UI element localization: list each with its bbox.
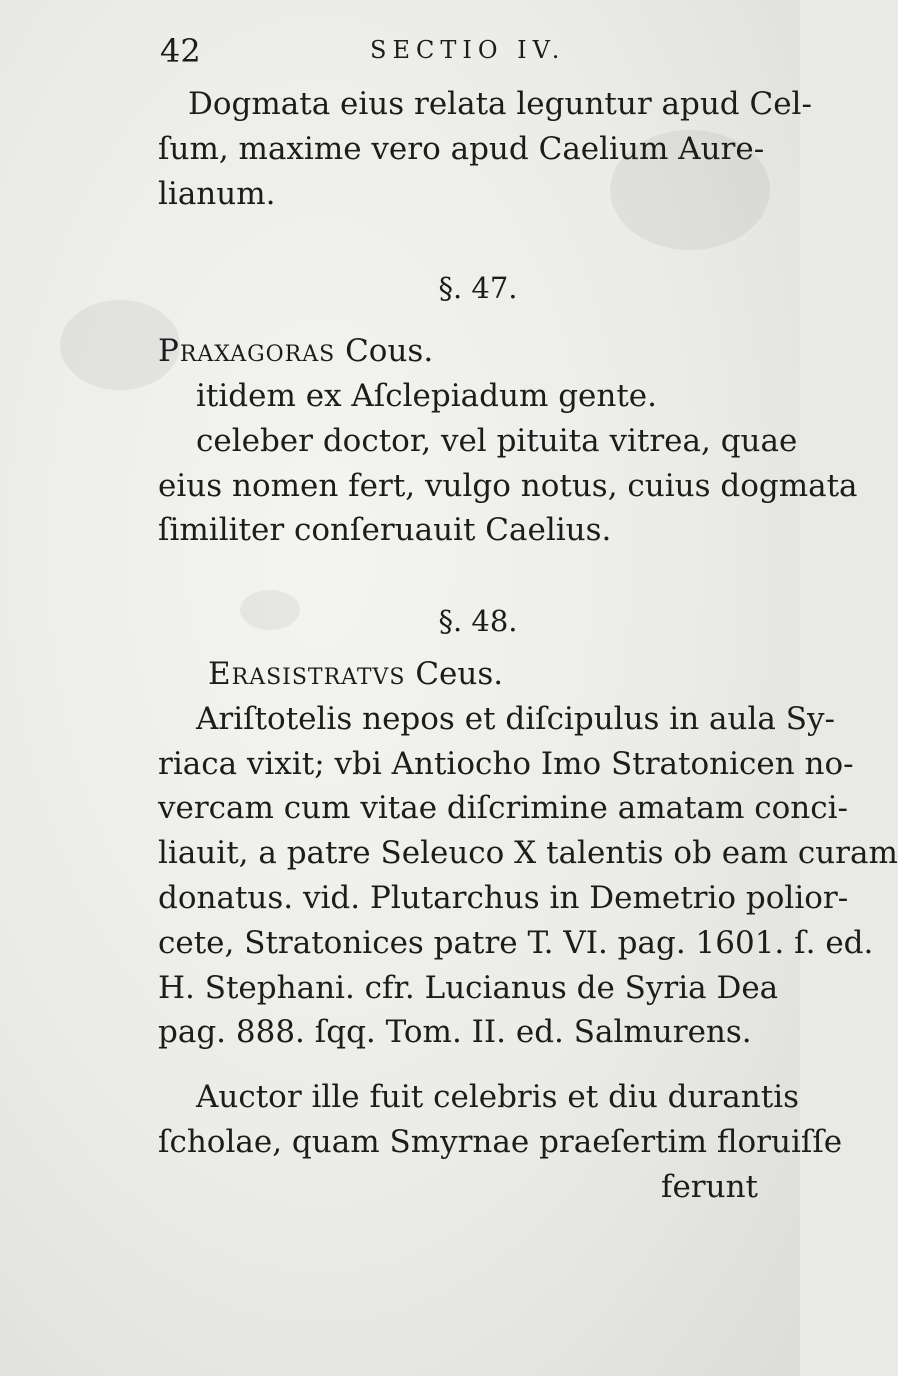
text-line: vercam cum vitae diſcrimine amatam conci- bbox=[158, 790, 849, 827]
text-line: H. Stephani. cfr. Lucianus de Syria Dea bbox=[158, 969, 779, 1006]
text-line: cete, Stratonices patre T. VI. pag. 1601. ſ. ed. bbox=[158, 924, 874, 961]
running-title: SECTIO IV. bbox=[370, 36, 566, 64]
section-heading-48 bbox=[158, 652, 758, 697]
person-name: Praxagoras bbox=[158, 333, 336, 370]
page-header bbox=[160, 32, 760, 72]
body-text bbox=[158, 82, 898, 1209]
person-name: Erasistratvs bbox=[208, 655, 406, 692]
text-line: celeber doctor, vel pituita vitrea, quae bbox=[196, 422, 798, 459]
text-line: donatus. vid. Plutarchus in Demetrio polior- bbox=[158, 879, 849, 916]
text-line: liauit, a patre Seleuco X talentis ob eam curam bbox=[158, 835, 898, 872]
text-line: pag. 888. ſqq. Tom. II. ed. Salmurens. bbox=[158, 1014, 752, 1051]
text-line: eius nomen fert, vulgo notus, cuius dogmata bbox=[158, 467, 858, 504]
text-line: ſimiliter conſeruauit Caelius. bbox=[158, 512, 612, 549]
text-line: lianum. bbox=[158, 175, 276, 212]
section-number-47: §. 47. bbox=[438, 271, 518, 306]
text-line: riaca vixit; vbi Antiocho Imo Stratonicen no- bbox=[158, 745, 854, 782]
page-number: 42 bbox=[160, 32, 201, 70]
text-line: Auctor ille fuit celebris et diu durantis bbox=[196, 1079, 800, 1116]
text-line: Ariſtotelis nepos et diſcipulus in aula Sy- bbox=[196, 700, 835, 737]
text-line: ſum, maxime vero apud Caelium Aure- bbox=[158, 130, 765, 167]
heading-rest: Ceus. bbox=[405, 655, 504, 692]
heading-rest: Cous. bbox=[335, 333, 434, 370]
text-line: Dogmata eius relata leguntur apud Cel- bbox=[188, 86, 812, 122]
section-heading-47 bbox=[158, 329, 758, 374]
text-line: itidem ex Aſclepiadum gente. bbox=[196, 377, 658, 414]
section-number-48: §. 48. bbox=[438, 604, 518, 639]
catchword: ferunt bbox=[660, 1168, 758, 1205]
text-line: ſcholae, quam Smyrnae praeſertim floruiſſe bbox=[158, 1123, 843, 1160]
